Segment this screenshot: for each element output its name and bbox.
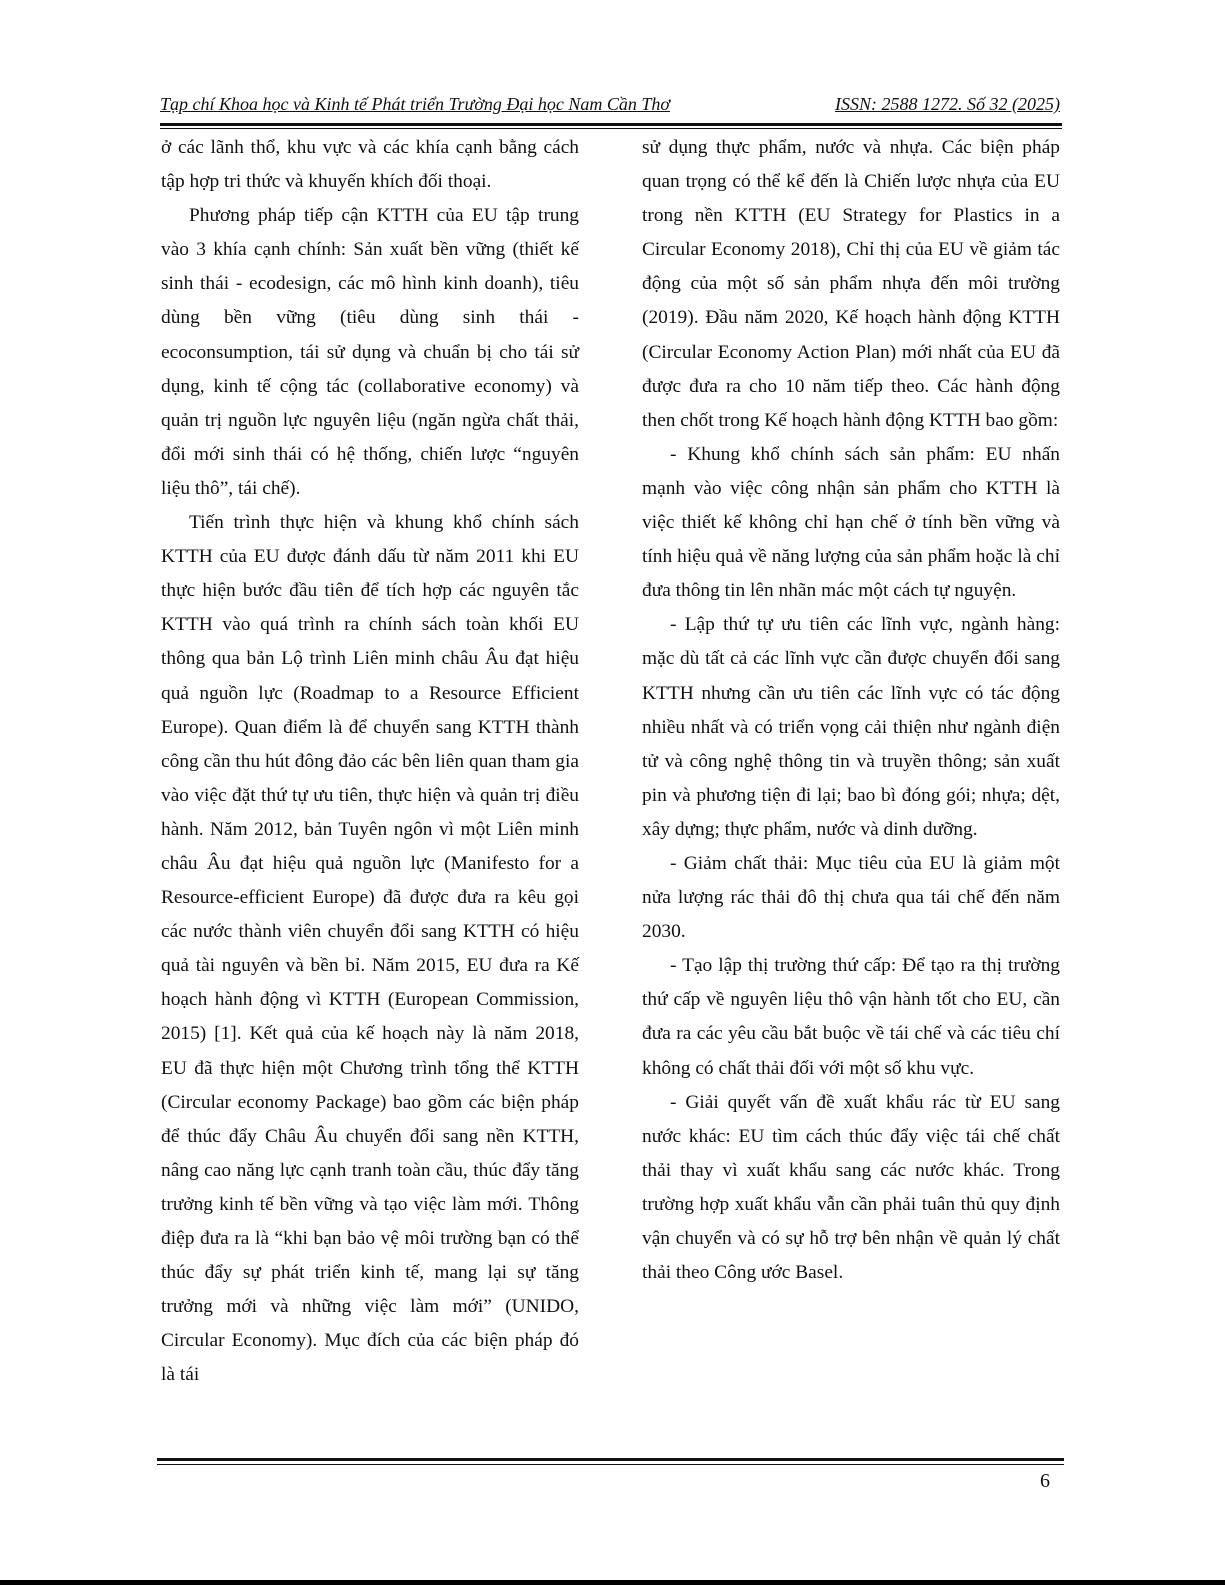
paragraph: - Giảm chất thải: Mục tiêu của EU là giảm một nửa lượng rác thải đô thị chưa qua tái chế đến năm 2030. xyxy=(642,852,1060,943)
paragraph: Phương pháp tiếp cận KTTH của EU tập trung vào 3 khía cạnh chính: Sản xuất bền vững (thiết kế sinh thái - ecodesign, các mô hình kinh doanh), tiêu dùng bền vững (tiêu dùng sinh thái - ecoconsumption, tái sử dụng và chuẩn bị cho tái sử dụng, kinh tế cộng tác (collaborative economy) và quản trị nguồn lực nguyên liệu (ngăn ngừa chất thải, đổi mới sinh thái có hệ thống, chiến lược “nguyên liệu thô”, tái chế). xyxy=(161,205,579,499)
running-header xyxy=(160,94,1060,120)
journal-title: Tạp chí Khoa học và Kinh tế Phát triển Trường Đại học Nam Cần Thơ xyxy=(160,94,671,114)
paragraph: sử dụng thực phẩm, nước và nhựa. Các biện pháp quan trọng có thể kể đến là Chiến lược nhựa của EU trong nền KTTH (EU Strategy for Plastics in a Circular Economy 2018), Chỉ thị của EU về giảm tác động của một số sản phẩm nhựa đến môi trường (2019). Đầu năm 2020, Kế hoạch hành động KTTH (Circular Economy Action Plan) mới nhất của EU đã được đưa ra cho 10 năm tiếp theo. Các hành động then chốt trong Kế hoạch hành động KTTH bao gồm: xyxy=(642,137,1060,431)
footer-rule-thick xyxy=(157,1458,1064,1461)
scan-bottom-edge xyxy=(0,1580,1225,1585)
paragraph: - Giải quyết vấn đề xuất khẩu rác từ EU sang nước khác: EU tìm cách thúc đẩy việc tái chế chất thải thay vì xuất khẩu sang các nước khác. Trong trường hợp xuất khẩu vẫn cần phải tuân thủ quy định vận chuyển và có sự hỗ trợ bên nhận về quản lý chất thải theo Công ước Basel. xyxy=(642,1091,1060,1284)
right-column xyxy=(642,131,1060,1290)
issn-issue: ISSN: 2588 1272. Số 32 (2025) xyxy=(835,94,1060,114)
paragraph: - Khung khổ chính sách sản phẩm: EU nhấn mạnh vào việc công nhận sản phẩm cho KTTH là việc thiết kế không chỉ hạn chế ở tính bền vững và tính hiệu quả về năng lượng của sản phẩm hoặc là chỉ đưa thông tin lên nhãn mác một cách tự nguyện. xyxy=(642,443,1060,602)
paragraph: - Lập thứ tự ưu tiên các lĩnh vực, ngành hàng: mặc dù tất cả các lĩnh vực cần được chuyển đổi sang KTTH nhưng cần ưu tiên các lĩnh vực có tác động nhiều nhất và có triển vọng cải thiện như ngành điện tử và công nghệ thông tin và truyền thông; sản xuất pin và phương tiện đi lại; bao bì đóng gói; nhựa; dệt, xây dựng; thực phẩm, nước và dinh dưỡng. xyxy=(642,614,1060,840)
paragraph: Tiến trình thực hiện và khung khổ chính sách KTTH của EU được đánh dấu từ năm 2011 khi EU thực hiện bước đầu tiên để tích hợp các nguyên tắc KTTH vào quá trình ra chính sách toàn khối EU thông qua bản Lộ trình Liên minh châu Âu đạt hiệu quả nguồn lực (Roadmap to a Resource Efficient Europe). Quan điểm là để chuyển sang KTTH thành công cần thu hút đông đảo các bên liên quan tham gia vào việc đặt thứ tự ưu tiên, thực hiện và quản trị điều hành. Năm 2012, bản Tuyên ngôn vì một Liên minh châu Âu đạt hiệu quả nguồn lực (Manifesto for a Resource-efficient Europe) đã được đưa ra kêu gọi các nước thành viên chuyển đổi sang KTTH có hiệu quả tài nguyên và bền bỉ. Năm 2015, EU đưa ra Kế hoạch hành động vì KTTH (European Commission, 2015) [1]. Kết quả của kế hoạch này là năm 2018, EU đã thực hiện một Chương trình tổng thể KTTH (Circular economy Package) bao gồm các biện pháp để thúc đẩy Châu Âu chuyển đổi sang nền KTTH, nâng cao năng lực cạnh tranh toàn cầu, thúc đẩy tăng trưởng kinh tế bền vững và tạo việc làm mới. Thông điệp đưa ra là “khi bạn bảo vệ môi trường bạn có thể thúc đẩy sự phát triển kinh tế, mang lại sự tăng trưởng mới và những việc làm mới” (UNIDO, Circular Economy). Mục đích của các biện pháp đó là tái xyxy=(161,512,579,1386)
left-column xyxy=(161,131,579,1392)
paragraph: - Tạo lập thị trường thứ cấp: Để tạo ra thị trường thứ cấp về nguyên liệu thô vận hành tốt cho EU, cần đưa ra các yêu cầu bắt buộc về tái chế và các tiêu chí không có chất thải đối với một số khu vực. xyxy=(642,955,1060,1079)
paragraph: ở các lãnh thổ, khu vực và các khía cạnh bằng cách tập hợp tri thức và khuyến khích đối thoại. xyxy=(161,137,579,193)
header-rule-thin xyxy=(160,128,1062,129)
header-rule-thick xyxy=(160,123,1062,126)
page-number: 6 xyxy=(1040,1470,1050,1492)
footer-rule-thin xyxy=(157,1464,1064,1465)
